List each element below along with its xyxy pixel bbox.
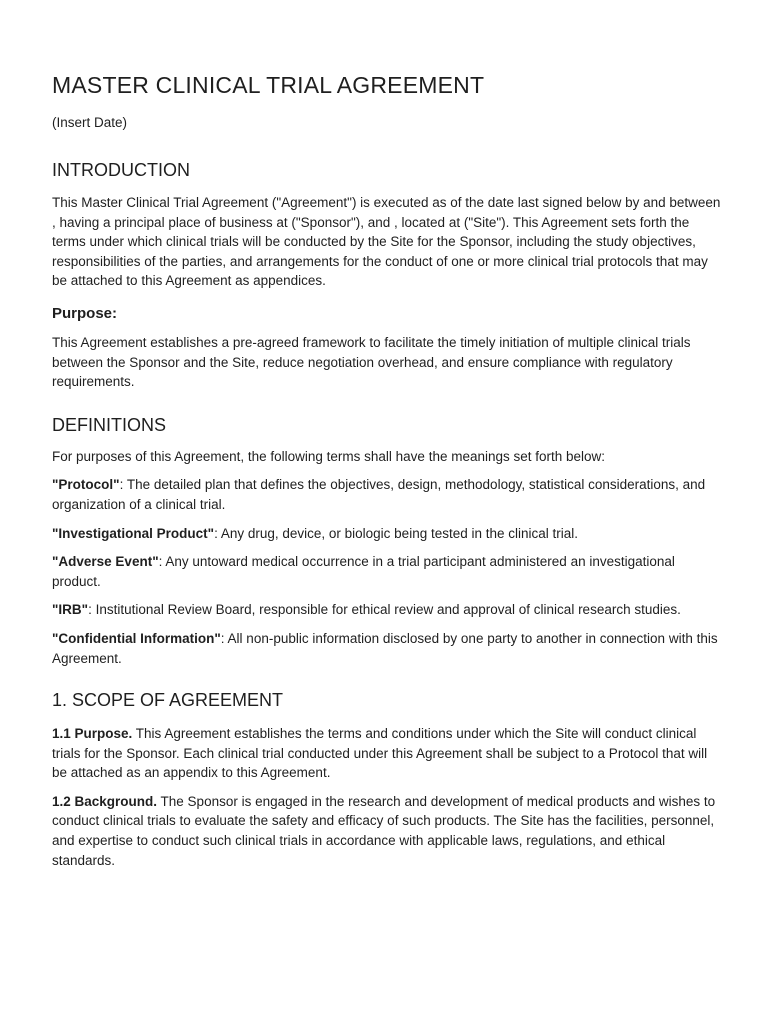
definition-term: "IRB" [52,602,89,618]
clause-text: This Agreement establishes the terms and conditions under which the Site will conduct clinical trials for the Sponsor. Each clinical trial conducted under this Agreement shall be subject to a Protocol that will be attached as an appendix to this Agreement. [52,726,708,781]
definition-term: "Confidential Information" [52,630,221,646]
definition-text: : Any drug, device, or biologic being tested in the clinical trial. [214,525,579,541]
purpose-heading: Purpose: [52,304,118,322]
definition-text: : The detailed plan that defines the objectives, design, methodology, statistical considerations, and organization of a clinical trial. [52,477,706,512]
definition-irb [52,600,724,620]
definitions-lead: For purposes of this Agreement, the following terms shall have the meanings set forth below: [52,448,606,464]
introduction-paragraph: This Master Clinical Trial Agreement ("Agreement") is executed as of the date last signed below by and between , having a principal place of business at ("Sponsor"), and , located at ("Site"). This Agreement sets forth the terms under which clinical trials will be conducted by the Site for the Sponsor, including the study objectives, responsibilities of the parties, and arrangements for the conduct of one or more clinical trial protocols that may be attached to this Agreement as appendices. [52,195,721,289]
introduction-heading: INTRODUCTION [52,160,190,180]
document-page [52,70,724,870]
definition-text: : All non-public information disclosed by one party to another in connection with this Agreement. [52,630,718,666]
definition-protocol [52,475,724,514]
clause-label: 1.1 Purpose. [52,726,133,742]
definition-text: : Institutional Review Board, responsible for ethical review and approval of clinical research studies. [88,602,681,618]
document-title: MASTER CLINICAL TRIAL AGREEMENT [52,72,485,98]
definition-term: "Investigational Product" [52,525,215,541]
definition-term: "Adverse Event" [52,554,159,570]
scope-heading: 1. SCOPE OF AGREEMENT [52,690,284,711]
scope-background-clause [52,792,724,870]
purpose-paragraph: This Agreement establishes a pre-agreed framework to facilitate the timely initiation of multiple clinical trials between the Sponsor and the Site, reduce negotiation overhead, and ensure compliance with regulatory requirements. [52,334,691,390]
definitions-heading: DEFINITIONS [52,414,167,435]
date-placeholder: (Insert Date) [52,115,128,130]
definition-adverse-event [52,552,724,591]
definition-text: : Any untoward medical occurrence in a trial participant administered an investigational product. [52,554,675,589]
definition-term: "Protocol" [52,477,120,493]
definition-confidential-information [52,629,724,668]
scope-purpose-clause [52,724,724,783]
clause-label: 1.2 Background. [52,793,158,809]
clause-text: The Sponsor is engaged in the research and development of medical products and wishes to conduct clinical trials to evaluate the safety and efficacy of such products. The Site has the facilities, personnel, and expertise to conduct such clinical trials in accordance with applicable laws, regulations, and ethical standards. [52,793,716,868]
definition-investigational-product [52,524,724,544]
